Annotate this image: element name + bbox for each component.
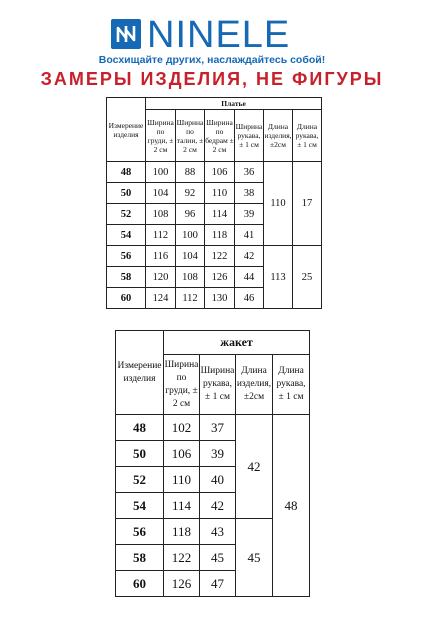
logo-mark-icon bbox=[111, 19, 141, 49]
jacket-table-title: жакет bbox=[164, 331, 310, 355]
size-cell: 50 bbox=[116, 441, 164, 467]
value-cell: 112 bbox=[146, 225, 176, 246]
size-cell: 60 bbox=[116, 571, 164, 597]
value-cell: 45 bbox=[200, 545, 236, 571]
size-cell: 48 bbox=[107, 162, 146, 183]
value-cell: 118 bbox=[205, 225, 235, 246]
size-cell: 54 bbox=[116, 493, 164, 519]
value-cell: 106 bbox=[164, 441, 200, 467]
value-cell: 108 bbox=[146, 204, 176, 225]
value-cell: 43 bbox=[200, 519, 236, 545]
brand-name: NINELE bbox=[147, 14, 291, 56]
dress-col-sleeve-length: Длина рукава, ± 1 см bbox=[293, 110, 322, 162]
value-cell: 126 bbox=[205, 267, 235, 288]
jacket-row-header: Измерение изделия bbox=[116, 331, 164, 415]
value-cell: 47 bbox=[200, 571, 236, 597]
table-row bbox=[116, 415, 310, 441]
value-cell: 122 bbox=[205, 246, 235, 267]
value-cell: 110 bbox=[164, 467, 200, 493]
size-cell: 52 bbox=[107, 204, 146, 225]
length-group-cell: 42 bbox=[236, 415, 273, 519]
dress-col-chest: Ширина по груди, ± 2 см bbox=[146, 110, 176, 162]
page-heading: ЗАМЕРЫ ИЗДЕЛИЯ, НЕ ФИГУРЫ bbox=[40, 69, 384, 89]
size-cell: 58 bbox=[107, 267, 146, 288]
value-cell: 96 bbox=[176, 204, 205, 225]
value-cell: 122 bbox=[164, 545, 200, 571]
length-group-cell: 45 bbox=[236, 519, 273, 597]
jacket-col-sleeve-length: Длина рукава, ± 1 см bbox=[273, 355, 310, 415]
value-cell: 38 bbox=[235, 183, 264, 204]
size-cell: 56 bbox=[116, 519, 164, 545]
size-cell: 52 bbox=[116, 467, 164, 493]
value-cell: 100 bbox=[176, 225, 205, 246]
value-cell: 42 bbox=[235, 246, 264, 267]
value-cell: 124 bbox=[146, 288, 176, 309]
group-sleeve-cell: 17 bbox=[293, 162, 322, 246]
group-length-cell: 110 bbox=[264, 162, 293, 246]
value-cell: 130 bbox=[205, 288, 235, 309]
value-cell: 37 bbox=[200, 415, 236, 441]
dress-col-waist: Ширина по талии, ± 2 см bbox=[176, 110, 205, 162]
value-cell: 126 bbox=[164, 571, 200, 597]
dress-row-header: Измерение изделия bbox=[107, 98, 146, 162]
value-cell: 112 bbox=[176, 288, 205, 309]
value-cell: 104 bbox=[176, 246, 205, 267]
dress-col-sleeve-width: Ширина рукава, ± 1 см bbox=[235, 110, 264, 162]
dress-table-title: Платье bbox=[146, 98, 322, 110]
value-cell: 42 bbox=[200, 493, 236, 519]
size-cell: 50 bbox=[107, 183, 146, 204]
size-cell: 54 bbox=[107, 225, 146, 246]
value-cell: 100 bbox=[146, 162, 176, 183]
group-length-cell: 113 bbox=[264, 246, 293, 309]
value-cell: 88 bbox=[176, 162, 205, 183]
jacket-col-length: Длина изделия, ±2см bbox=[236, 355, 273, 415]
value-cell: 114 bbox=[205, 204, 235, 225]
value-cell: 44 bbox=[235, 267, 264, 288]
size-cell: 58 bbox=[116, 545, 164, 571]
jacket-col-sleeve-width: Ширина рукава, ± 1 см bbox=[200, 355, 236, 415]
value-cell: 39 bbox=[200, 441, 236, 467]
dress-col-hips: Ширина по бедрам ± 2 см bbox=[205, 110, 235, 162]
value-cell: 114 bbox=[164, 493, 200, 519]
jacket-col-chest: Ширина по груди, ± 2 см bbox=[164, 355, 200, 415]
size-cell: 60 bbox=[107, 288, 146, 309]
value-cell: 92 bbox=[176, 183, 205, 204]
group-sleeve-cell: 25 bbox=[293, 246, 322, 309]
size-cell: 48 bbox=[116, 415, 164, 441]
value-cell: 36 bbox=[235, 162, 264, 183]
table-row bbox=[107, 246, 322, 267]
value-cell: 106 bbox=[205, 162, 235, 183]
sleeve-length-cell: 48 bbox=[273, 415, 310, 597]
table-row bbox=[107, 162, 322, 183]
size-cell: 56 bbox=[107, 246, 146, 267]
jacket-size-table bbox=[115, 330, 310, 597]
value-cell: 41 bbox=[235, 225, 264, 246]
dress-col-length: Длина изделия, ±2см bbox=[264, 110, 293, 162]
value-cell: 116 bbox=[146, 246, 176, 267]
brand-logo bbox=[0, 14, 424, 70]
value-cell: 46 bbox=[235, 288, 264, 309]
value-cell: 39 bbox=[235, 204, 264, 225]
value-cell: 120 bbox=[146, 267, 176, 288]
value-cell: 108 bbox=[176, 267, 205, 288]
brand-tagline: Восхищайте других, наслаждайтесь собой! bbox=[98, 54, 326, 66]
value-cell: 104 bbox=[146, 183, 176, 204]
value-cell: 118 bbox=[164, 519, 200, 545]
value-cell: 110 bbox=[205, 183, 235, 204]
dress-size-table bbox=[106, 97, 322, 309]
value-cell: 40 bbox=[200, 467, 236, 493]
value-cell: 102 bbox=[164, 415, 200, 441]
